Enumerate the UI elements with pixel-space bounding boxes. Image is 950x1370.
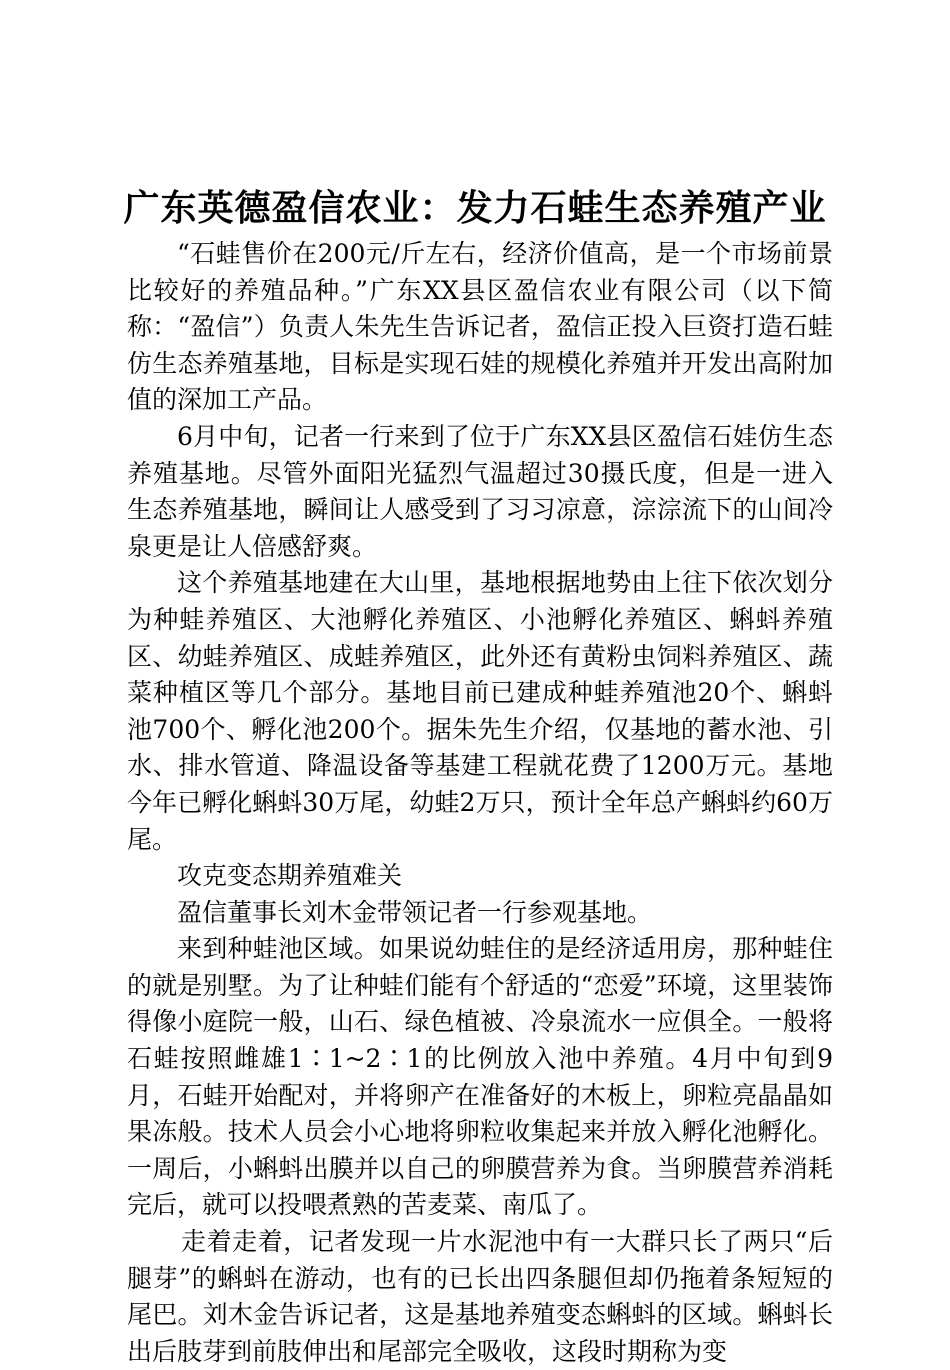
- document-title: 广东英德盈信农业：发力石蛙生态养殖产业: [123, 187, 827, 229]
- paragraph-chairman: 盈信董事长刘木金带领记者一行参观基地。: [177, 897, 653, 927]
- paragraph-intro: “石蛙售价在200元/斤左右，经济价值高，是一个市场前景比较好的养殖品种。”广东XX县区盈信农业有限公司（以下简称：“盈信”）负责人朱先生告诉记者，盈信正投入巨资打造石蛙仿生态养殖基地，目标是实现石娃的规模化养殖并开发出高附加值的深加工产品。: [127, 239, 833, 415]
- paragraph-base-layout: 这个养殖基地建在大山里，基地根据地势由上往下依次划分为种蛙养殖区、大池孵化养殖区、小池孵化养殖区、蝌蚪养殖区、幼蛙养殖区、成蛙养殖区，此外还有黄粉虫饲料养殖区、蔬菜种植区等几个部分。基地目前已建成种蛙养殖池20个、蝌蚪池700个、孵化池200个。据朱先生介绍，仅基地的蓄水池、引水、排水管道、降温设备等基建工程就花费了1200万元。基地今年已孵化蝌蚪30万尾，幼蛙2万只，预计全年总产蝌蚪约60万尾。: [127, 568, 833, 854]
- paragraph-tadpole-area: 走着走着，记者发现一片水泥池中有一大群只长了两只“后腿芽”的蝌蚪在游动，也有的已长出四条腿但却仍拖着条短短的尾巴。刘木金告诉记者，这是基地养殖变态蝌蚪的区域。蝌蚪长出后肢芽到前肢伸出和尾部完全吸收，这段时期称为变: [127, 1227, 833, 1366]
- section-heading: 攻克变态期养殖难关: [177, 861, 403, 891]
- paragraph-visit: 6月中旬，记者一行来到了位于广东XX县区盈信石娃仿生态养殖基地。尽管外面阳光猛烈气温超过30摄氏度，但是一进入生态养殖基地，瞬间让人感受到了习习凉意，淙淙流下的山间冷泉更是让人倍感舒爽。: [127, 421, 833, 561]
- paragraph-breeding-pool: 来到种蛙池区域。如果说幼蛙住的是经济适用房，那种蛙住的就是别墅。为了让种蛙们能有个舒适的“恋爱”环境，这里装饰得像小庭院一般，山石、绿色植被、冷泉流水一应俱全。一般将石蛙按照雌雄1∶1~2∶1的比例放入池中养殖。4月中旬到9月，石蛙开始配对，并将卵产在准备好的木板上，卵粒亮晶晶如果冻般。技术人员会小心地将卵粒收集起来并放入孵化池孵化。一周后，小蝌蚪出膜并以自己的卵膜营养为食。当卵膜营养消耗完后，就可以投喂煮熟的苦麦菜、南瓜了。: [127, 934, 833, 1220]
- article-body: [127, 236, 833, 1370]
